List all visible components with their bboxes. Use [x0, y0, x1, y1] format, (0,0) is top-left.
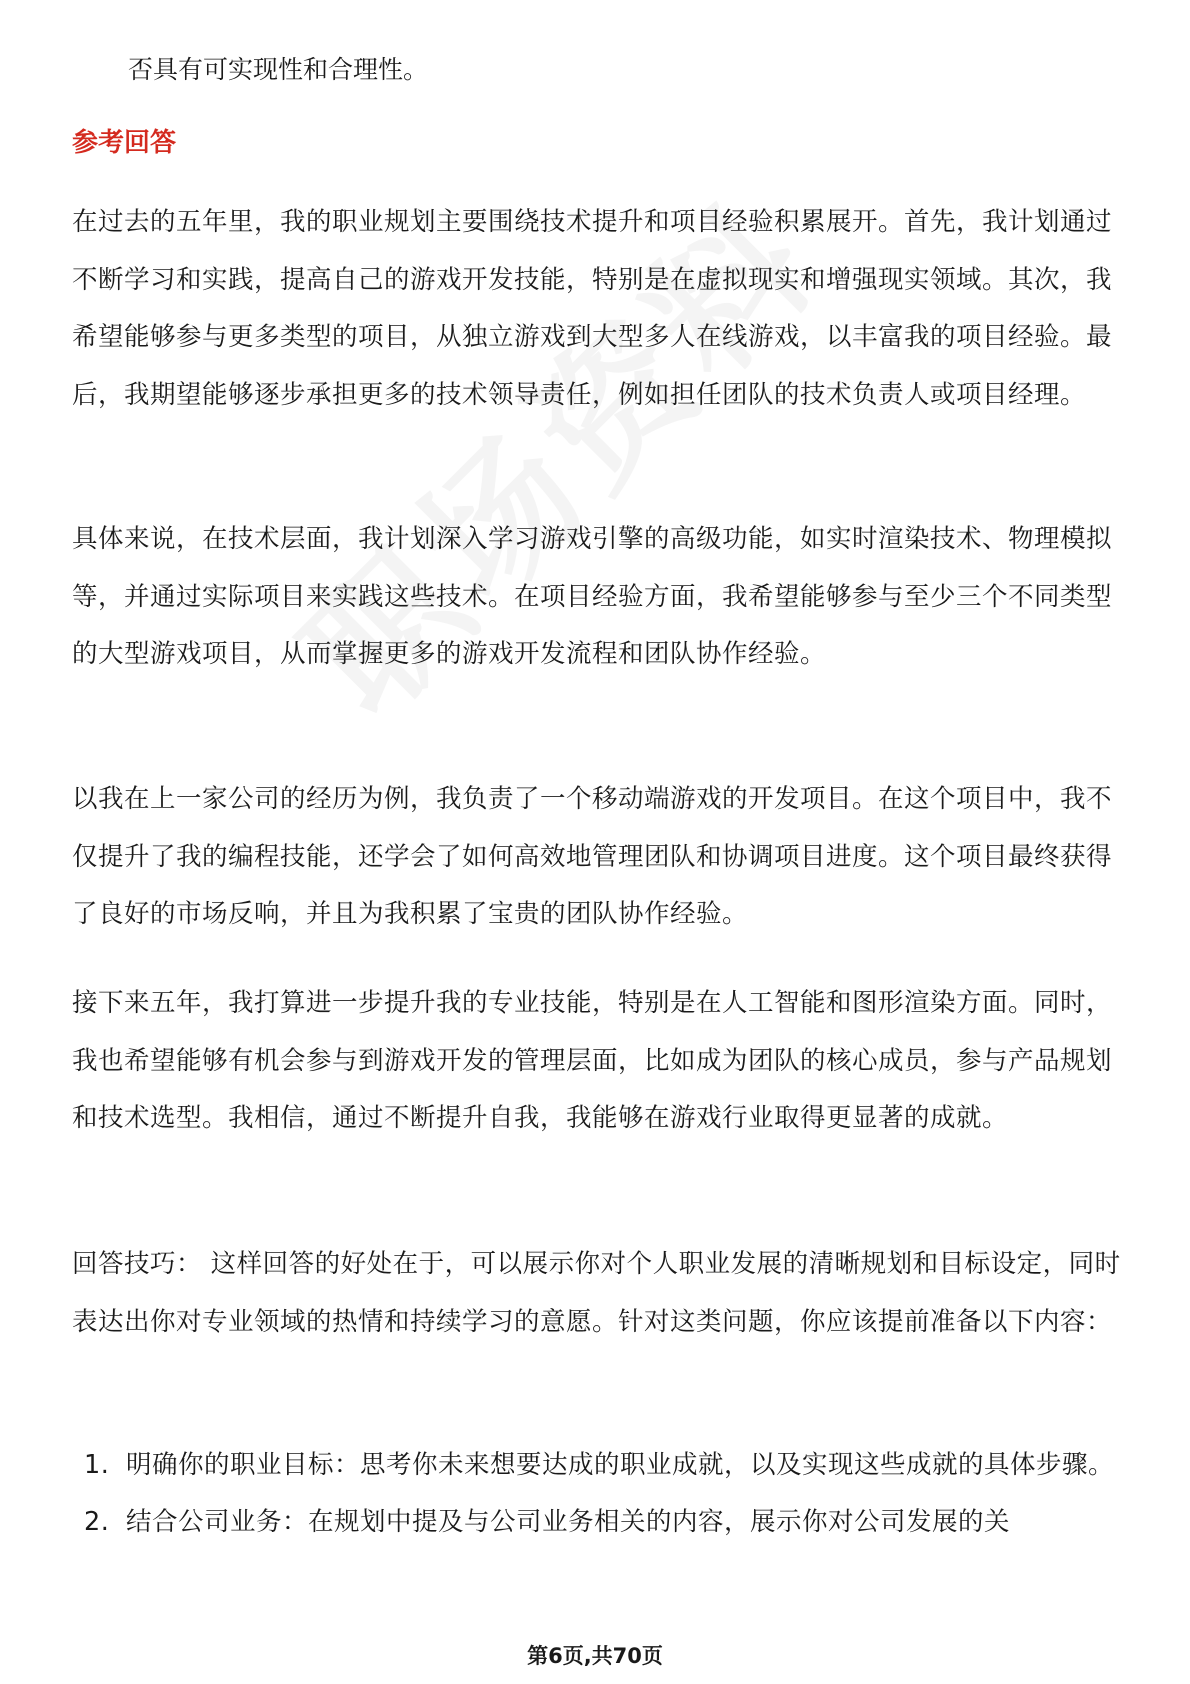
list-item-number: 1. — [84, 1450, 110, 1480]
answer-paragraph-2: 具体来说，在技术层面，我计划深入学习游戏引擎的高级功能，如实时渲染技术、物理模拟等，并通过实际项目来实践这些技术。在项目经验方面，我希望能够参与至少三个不同类型的大型游戏项目，从而掌握更多的游戏开发流程和团队协作经验。 — [72, 524, 1113, 669]
answer-paragraph-1: 在过去的五年里，我的职业规划主要围绕技术提升和项目经验积累展开。首先，我计划通过不断学习和实践，提高自己的游戏开发技能，特别是在虚拟现实和增强现实领域。其次，我希望能够参与更多类型的项目，从独立游戏到大型多人在线游戏，以丰富我的项目经验。最后，我期望能够逐步承担更多的技术领导责任，例如担任团队的技术负责人或项目经理。 — [72, 207, 1113, 410]
answer-paragraph-4: 接下来五年，我打算进一步提升我的专业技能，特别是在人工智能和图形渲染方面。同时，我也希望能够有机会参与到游戏开发的管理层面，比如成为团队的核心成员，参与产品规划和技术选型。我相信，通过不断提升自我，我能够在游戏行业取得更显著的成就。 — [72, 988, 1113, 1133]
page-footer: 第6页,共70页 — [527, 1644, 663, 1668]
section-title: 参考回答 — [72, 128, 177, 158]
answer-paragraph-3: 以我在上一家公司的经历为例，我负责了一个移动端游戏的开发项目。在这个项目中，我不仅提升了我的编程技能，还学会了如何高效地管理团队和协调项目进度。这个项目最终获得了良好的市场反响，并且为我积累了宝贵的团队协作经验。 — [72, 784, 1113, 929]
continuation-text: 否具有可实现性和合理性。 — [128, 55, 429, 84]
list-item — [84, 1494, 1114, 1551]
tips-paragraph: 回答技巧： 这样回答的好处在于，可以展示你对个人职业发展的清晰规划和目标设定，同时表达出你对专业领域的热情和持续学习的意愿。针对这类问题，你应该提前准备以下内容： — [72, 1249, 1121, 1337]
tips-list — [84, 1437, 1114, 1551]
list-item-text: 明确你的职业目标：思考你未来想要达成的职业成就，以及实现这些成就的具体步骤。 — [126, 1450, 1115, 1480]
list-item-text: 结合公司业务：在规划中提及与公司业务相关的内容，展示你对公司发展的关 — [126, 1507, 1011, 1537]
list-item-number: 2. — [84, 1507, 110, 1537]
list-item — [84, 1437, 1114, 1494]
